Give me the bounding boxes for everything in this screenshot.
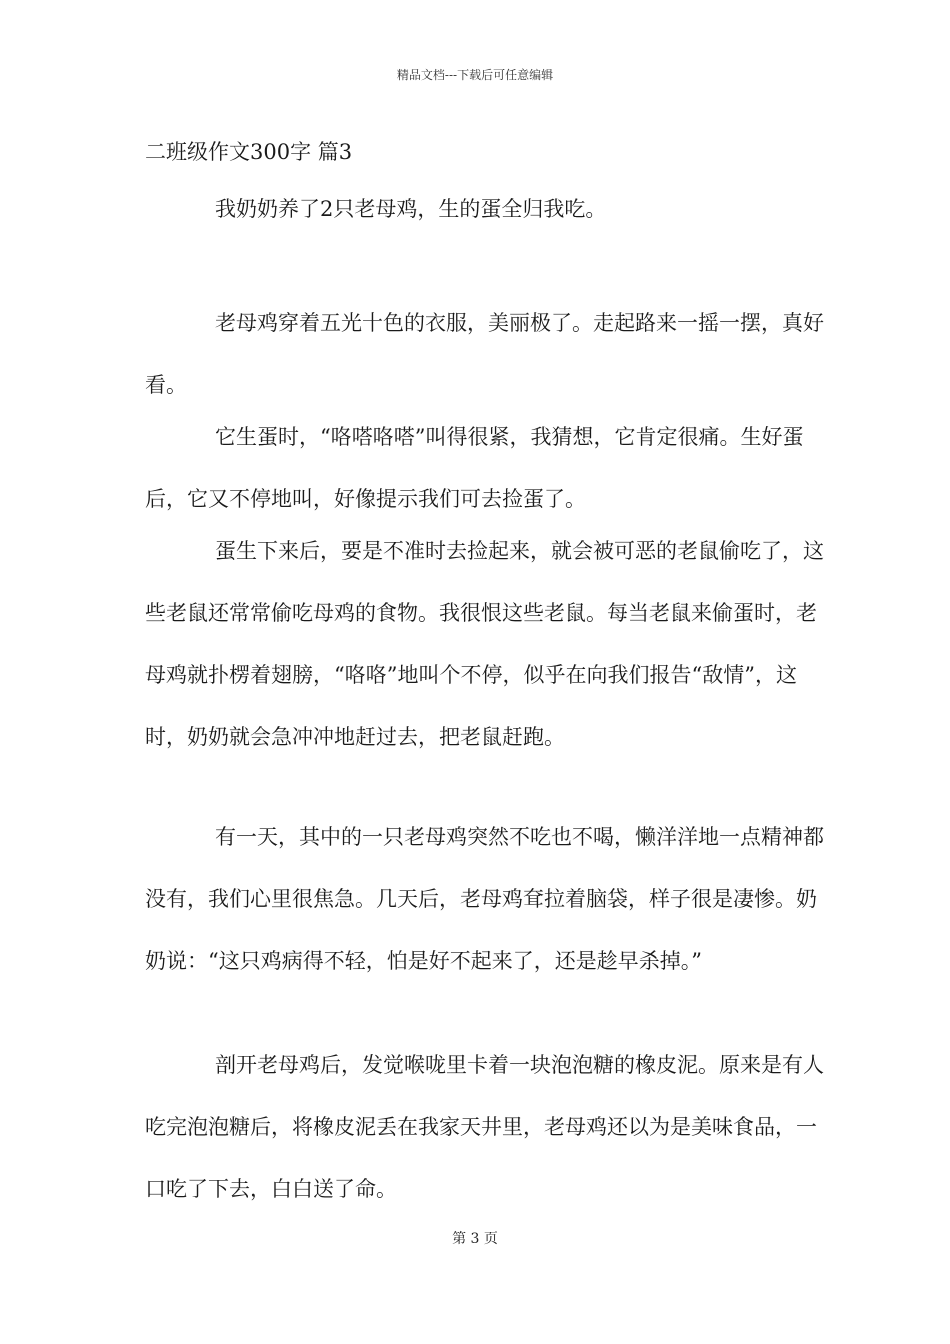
paragraph-1: 我奶奶养了2只老母鸡，生的蛋全归我吃。 (215, 197, 607, 221)
paragraph-3: 它生蛋时，“咯嗒咯嗒”叫得很紧，我猜想，它肯定很痛。生好蛋后，它又不停地叫，好像提示我们可去捡蛋了。 (145, 425, 804, 511)
document-title: 二班级作文300字 篇3 (145, 140, 353, 164)
paragraph-2: 老母鸡穿着五光十色的衣服，美丽极了。走起路来一摇一摆，真好看。 (145, 311, 824, 397)
paragraph-6: 剖开老母鸡后，发觉喉咙里卡着一块泡泡糖的橡皮泥。原来是有人吃完泡泡糖后，将橡皮泥丢在我家天井里，老母鸡还以为是美味食品，一口吃了下去，白白送了命。 (145, 1053, 824, 1201)
page-number: 第 3 页 (452, 1231, 498, 1247)
paragraph-4: 蛋生下来后，要是不准时去捡起来，就会被可恶的老鼠偷吃了，这些老鼠还常常偷吃母鸡的食物。我很恨这些老鼠。每当老鼠来偷蛋时，老母鸡就扑楞着翅膀，“咯咯”地叫个不停，似乎在向我们报告“敌情”，这时，奶奶就会急冲冲地赶过去，把老鼠赶跑。 (145, 539, 824, 749)
page-header: 精品文档---下载后可任意编辑 (396, 68, 554, 82)
paragraph-5: 有一天，其中的一只老母鸡突然不吃也不喝，懒洋洋地一点精神都没有，我们心里很焦急。几天后，老母鸡耷拉着脑袋，样子很是凄惨。奶奶说：“这只鸡病得不轻，怕是好不起来了，还是趁早杀掉。” (145, 825, 824, 973)
